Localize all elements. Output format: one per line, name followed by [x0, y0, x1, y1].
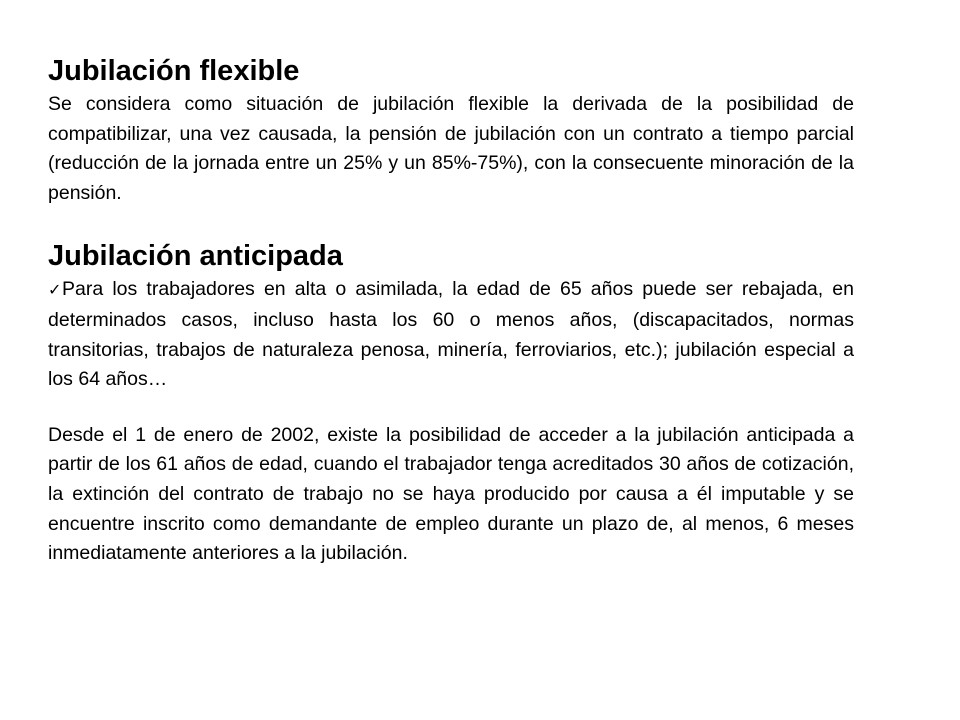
spacer: [48, 208, 854, 237]
paragraph-jubilacion-flexible: Se considera como situación de jubilación flexible la derivada de la posibilidad de compatibilizar, una vez causada, la pensión de jubilación con un contrato a tiempo parcial (reducción de la jornada entre un 25% y un 85%-75%), con la consecuente minoración de la pensión.: [48, 93, 854, 204]
spacer: [48, 395, 854, 421]
checkmark-icon: ✓: [48, 282, 62, 300]
section-jubilacion-anticipada: [48, 237, 854, 568]
bullet-item: [48, 275, 854, 394]
paragraph-jubilacion-anticipada: Desde el 1 de enero de 2002, existe la posibilidad de acceder a la jubilación anticipada a partir de los 61 años de edad, cuando el trabajador tenga acreditados 30 años de cotización, la extinción del contrato de trabajo no se haya producido por causa a él imputable y se encuentre inscrito como demandante de empleo durante un plazo de, al menos, 6 meses inmediatamente anteriores a la jubilación.: [48, 423, 854, 565]
slide-content: [48, 52, 854, 569]
heading-jubilacion-flexible: Jubilación flexible: [48, 55, 300, 87]
bullet-text: Para los trabajadores en alta o asimilada, la edad de 65 años puede ser rebajada, en determinados casos, incluso hasta los 60 o menos años, (discapacitados, normas transitorias, trabajos de naturaleza penosa, minería, ferroviarios, etc.); jubilación especial a los 64 años…: [48, 278, 854, 391]
section-jubilacion-flexible: [48, 52, 854, 208]
heading-jubilacion-anticipada: Jubilación anticipada: [48, 240, 343, 273]
